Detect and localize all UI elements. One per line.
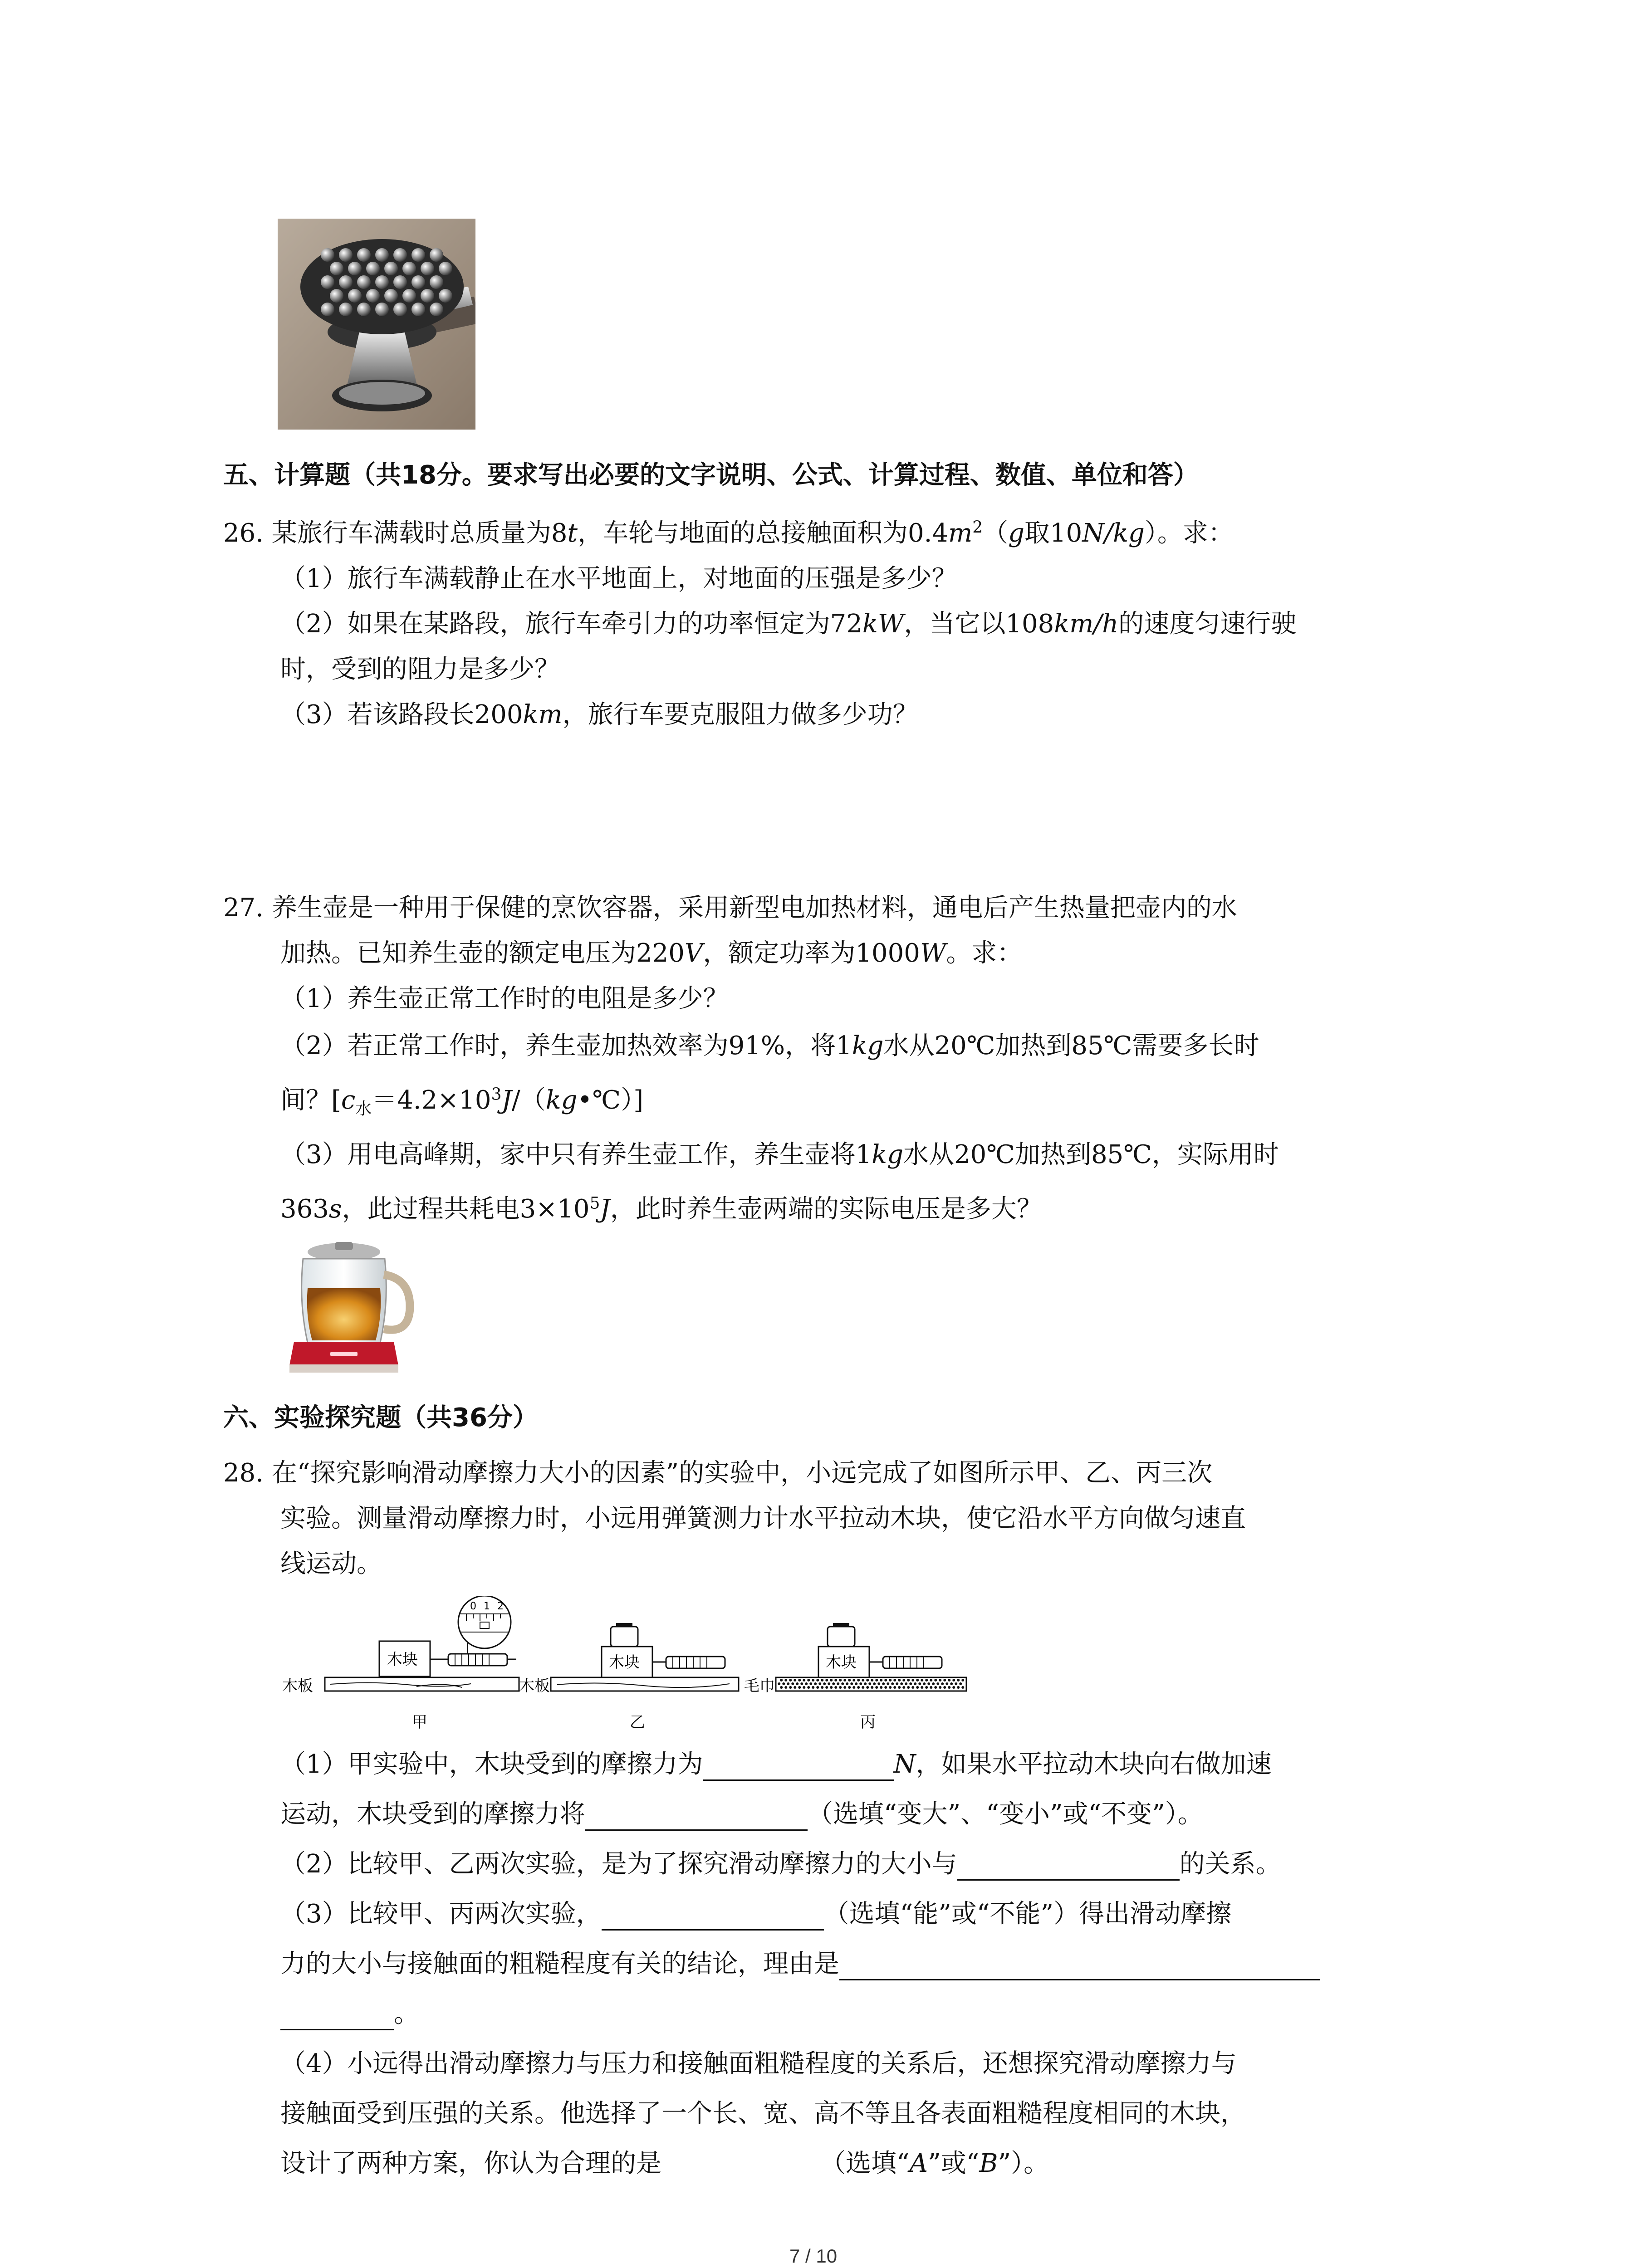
towel-texture-dot <box>925 1686 928 1689</box>
towel-texture-dot <box>778 1682 780 1685</box>
tenderizer-stud <box>330 289 343 303</box>
q26-sup: 2 <box>972 518 983 537</box>
q27-unit-kg: kg <box>545 1085 578 1115</box>
q27-unit-j: J <box>501 1085 512 1115</box>
towel-texture-dot <box>862 1686 864 1689</box>
towel-texture-dot <box>805 1682 808 1685</box>
q26-text: 的速度匀速行驶 <box>1118 609 1297 639</box>
q28-number: 28. <box>223 1458 264 1488</box>
q27-text: ，此时养生壶两端的实际电压是多大？ <box>610 1194 1042 1224</box>
towel-texture-dot <box>893 1686 896 1689</box>
q28-text: （2）比较甲、乙两次实验，是为了探究滑动摩擦力的大小与 <box>280 1849 957 1879</box>
towel-texture-dot <box>934 1686 937 1689</box>
towel-texture-dot <box>862 1679 864 1681</box>
towel-texture-dot <box>789 1686 792 1689</box>
dial-label-2: 2 <box>497 1601 504 1612</box>
q28-unit-n: N <box>893 1750 916 1779</box>
towel-texture-dot <box>939 1686 941 1689</box>
q26-text: ）。求： <box>1144 518 1234 548</box>
q27-unit-v: V <box>684 938 703 968</box>
towel-texture-dot <box>823 1682 826 1685</box>
towel-texture-dot <box>855 1682 857 1685</box>
q26-g: g <box>1008 518 1024 548</box>
q27-text: /（ <box>511 1085 546 1115</box>
q27-text: （3）用电高峰期，家中只有养生壶工作，养生壶将1 <box>280 1140 872 1169</box>
q27-sub: 水 <box>355 1100 372 1119</box>
towel-texture-dot <box>902 1679 905 1681</box>
answer-blank-5-cont[interactable] <box>280 2002 394 2030</box>
towel-texture-dot <box>923 1682 926 1685</box>
towel-texture-dot <box>839 1679 842 1681</box>
towel-texture-dot <box>893 1679 896 1681</box>
towel-texture-dot <box>852 1679 855 1681</box>
tenderizer-stud <box>339 303 353 316</box>
towel-texture-dot <box>798 1679 801 1681</box>
towel-texture-dot <box>830 1686 833 1689</box>
q28-text: 运动，木块受到的摩擦力将 <box>280 1799 585 1829</box>
towel-texture-dot <box>807 1686 810 1689</box>
tenderizer-stud <box>393 248 407 262</box>
q27-text: （2）若正常工作时，养生壶加热效率为91%，将1 <box>280 1031 852 1061</box>
towel-texture-dot <box>816 1679 819 1681</box>
page-number: 7 / 10 <box>789 2245 838 2267</box>
towel-texture-dot <box>812 1686 814 1689</box>
answer-blank-6[interactable] <box>661 2151 820 2180</box>
q26-part2-line2: 时，受到的阻力是多少？ <box>280 655 560 684</box>
towel-texture-dot <box>809 1682 812 1685</box>
tenderizer-stud <box>430 248 443 262</box>
q27-text: 。求： <box>946 938 1023 968</box>
towel-texture-dot <box>843 1686 846 1689</box>
towel-texture-dot <box>780 1679 783 1681</box>
towel-texture-dot <box>807 1679 810 1681</box>
towel-texture-dot <box>902 1686 905 1689</box>
q26-unit-t: t <box>567 518 578 548</box>
q28-text: （3）比较甲、丙两次实验， <box>280 1899 602 1929</box>
tenderizer-stud <box>330 262 343 275</box>
tenderizer-stud <box>439 262 452 275</box>
tenderizer-stud <box>348 262 362 275</box>
label-bing: 丙 <box>860 1713 876 1731</box>
towel-texture-dot <box>882 1682 885 1685</box>
towel-texture-dot <box>846 1682 848 1685</box>
q27-part2-line2 <box>280 1084 643 1117</box>
towel-texture-dot <box>864 1682 867 1685</box>
towel-texture-dot <box>930 1679 932 1681</box>
towel-texture-dot <box>948 1686 950 1689</box>
towel-texture-dot <box>830 1679 833 1681</box>
towel-texture-dot <box>852 1686 855 1689</box>
tenderizer-stud <box>321 248 334 262</box>
towel-texture-dot <box>873 1682 876 1685</box>
q27-number: 27. <box>223 893 264 923</box>
friction-experiment-figure <box>280 1596 970 1732</box>
q26-unit-kmh: km/h <box>1054 609 1119 639</box>
q28-option-a: A <box>909 2149 928 2178</box>
q27-text: 水从20℃加热到85℃需要多长时 <box>883 1031 1259 1061</box>
tenderizer-stud <box>366 289 380 303</box>
answer-blank-4[interactable] <box>602 1902 824 1931</box>
q28-text: 力的大小与接触面的粗糙程度有关的结论，理由是 <box>280 1949 839 1979</box>
label-jia: 甲 <box>412 1713 427 1731</box>
towel-texture-dot <box>952 1686 955 1689</box>
q28-text: （选填“ <box>820 2149 910 2178</box>
towel-texture-dot <box>825 1679 828 1681</box>
q26-unit-km: km <box>523 700 563 729</box>
towel-texture-dot <box>857 1686 860 1689</box>
towel-texture-dot <box>943 1679 946 1681</box>
block-label-3: 木块 <box>826 1653 857 1672</box>
towel-texture-dot <box>850 1682 853 1685</box>
towel-texture-dot <box>930 1686 932 1689</box>
towel-texture-dot <box>794 1679 796 1681</box>
towel-texture-dot <box>798 1686 801 1689</box>
towel-texture-dot <box>927 1682 930 1685</box>
towel-texture-dot <box>907 1679 910 1681</box>
tenderizer-stud <box>411 303 425 316</box>
q28-text: 。 <box>394 1999 419 2028</box>
q26-text: 某旅行车满载时总质量为8 <box>271 518 568 548</box>
tenderizer-stud <box>366 262 380 275</box>
q27-unit-w: W <box>920 938 946 968</box>
q28-text: ”或“ <box>928 2149 980 2178</box>
towel-texture-dot <box>803 1679 805 1681</box>
q27-part2-line1 <box>280 1030 1259 1062</box>
towel-texture-dot <box>875 1686 878 1689</box>
tenderizer-stud <box>339 275 353 289</box>
towel-texture-dot <box>834 1679 837 1681</box>
towel-texture-dot <box>945 1682 948 1685</box>
answer-blank-5[interactable] <box>839 1952 1320 1980</box>
q27-text: 水从20℃加热到85℃，实际用时 <box>903 1140 1279 1169</box>
section-6-heading: 六、实验探究题（共36分） <box>223 1403 538 1432</box>
towel-label: 毛巾 <box>744 1677 775 1695</box>
towel-texture-dot <box>909 1682 912 1685</box>
towel-texture-dot <box>837 1682 839 1685</box>
tenderizer-stud <box>321 303 334 316</box>
towel-texture-dot <box>939 1679 941 1681</box>
tenderizer-stud <box>393 303 407 316</box>
section-5-heading: 五、计算题（共18分。要求写出必要的文字说明、公式、计算过程、数值、单位和答） <box>223 460 1199 490</box>
towel-texture-dot <box>952 1679 955 1681</box>
towel-texture-dot <box>916 1686 919 1689</box>
meat-tenderizer-photo <box>278 219 475 430</box>
tenderizer-stud <box>357 248 371 262</box>
q28-part3-line1 <box>280 1898 1231 1931</box>
q26-number: 26. <box>223 518 264 548</box>
towel-texture-dot <box>905 1682 907 1685</box>
towel-texture-dot <box>936 1682 939 1685</box>
q26-text: 取10 <box>1024 518 1083 548</box>
q27-text: ＝4.2×10 <box>372 1085 491 1115</box>
towel-texture-dot <box>839 1686 842 1689</box>
q27-part3-line2 <box>280 1193 1042 1226</box>
towel-texture-dot <box>941 1682 944 1685</box>
q28-part2 <box>280 1848 1281 1881</box>
q27-part3-line1 <box>280 1139 1279 1171</box>
towel-texture-dot <box>789 1679 792 1681</box>
q27-line1 <box>223 892 1237 924</box>
towel-texture-dot <box>907 1686 910 1689</box>
q26-text: ，车轮与地面的总接触面积为0.4 <box>578 518 949 548</box>
tenderizer-stud <box>357 303 371 316</box>
towel-texture-dot <box>828 1682 830 1685</box>
towel-texture-dot <box>832 1682 835 1685</box>
towel-texture-dot <box>916 1679 919 1681</box>
tenderizer-stud <box>321 275 334 289</box>
q28-line1 <box>223 1457 1212 1490</box>
towel-texture-dot <box>857 1679 860 1681</box>
q26-text: ，当它以108 <box>904 609 1054 639</box>
q28-line3: 线运动。 <box>280 1549 382 1579</box>
q28-part1-line2 <box>280 1798 1203 1831</box>
answer-blank-2[interactable] <box>585 1802 808 1831</box>
tenderizer-stud <box>357 275 371 289</box>
q28-part4-line2: 接触面受到压强的关系。他选择了一个长、宽、高不等且各表面粗糙程度相同的木块， <box>280 2099 1246 2128</box>
q28-text: ，如果水平拉动木块向右做加速 <box>916 1750 1272 1779</box>
tenderizer-stud <box>439 289 452 303</box>
q28-text: （1）甲实验中，木块受到的摩擦力为 <box>280 1750 703 1779</box>
towel-texture-dot <box>791 1682 794 1685</box>
tenderizer-stud <box>393 275 407 289</box>
q28-text: 的关系。 <box>1179 1849 1281 1879</box>
towel-texture-dot <box>925 1679 928 1681</box>
q28-text: （选填“变大”、“变小”或“不变”）。 <box>808 1799 1203 1829</box>
towel-texture-dot <box>877 1682 880 1685</box>
towel-texture-dot <box>900 1682 903 1685</box>
tenderizer-stud <box>430 275 443 289</box>
towel-texture-dot <box>961 1686 964 1689</box>
towel-texture-dot <box>803 1686 805 1689</box>
q28-text: 设计了两种方案，你认为合理的是 <box>280 2149 661 2178</box>
towel-texture-dot <box>814 1682 817 1685</box>
towel-texture-dot <box>932 1682 935 1685</box>
towel-texture-dot <box>957 1679 960 1681</box>
towel-texture-dot <box>950 1682 953 1685</box>
towel-texture-dot <box>911 1686 914 1689</box>
towel-texture-dot <box>891 1682 894 1685</box>
tenderizer-stud <box>384 289 398 303</box>
towel-texture-dot <box>911 1679 914 1681</box>
dial-label-0: 0 <box>470 1601 476 1612</box>
towel-texture-dot <box>887 1682 889 1685</box>
towel-texture-dot <box>821 1686 823 1689</box>
q26-unit-m: m <box>948 518 973 548</box>
tenderizer-stud <box>375 275 389 289</box>
q26-text: （ <box>983 518 1009 548</box>
q27-text: ，额定功率为1000 <box>703 938 920 968</box>
q27-text: •℃）] <box>577 1085 644 1115</box>
q27-text: 养生壶是一种用于保健的烹饮容器，采用新型电加热材料，通电后产生热量把壶内的水 <box>271 893 1237 923</box>
q27-text: 363 <box>280 1194 329 1224</box>
towel-texture-dot <box>875 1679 878 1681</box>
towel-texture-dot <box>921 1686 923 1689</box>
towel-texture-dot <box>889 1679 892 1681</box>
q28-text: （选填“能”或“不能”）得出滑动摩擦 <box>823 1899 1232 1929</box>
towel-texture-dot <box>866 1686 869 1689</box>
towel-texture-dot <box>943 1686 946 1689</box>
towel-texture-dot <box>871 1679 873 1681</box>
tenderizer-stud <box>411 248 425 262</box>
towel-texture-dot <box>868 1682 871 1685</box>
health-pot-photo <box>280 1238 416 1379</box>
tenderizer-stud <box>402 289 416 303</box>
towel-texture-dot <box>782 1682 785 1685</box>
towel-texture-dot <box>898 1686 901 1689</box>
dial-label-1: 1 <box>484 1601 490 1612</box>
towel-texture-dot <box>866 1679 869 1681</box>
q26-stem <box>223 517 1234 550</box>
q27-unit-j: J <box>600 1194 610 1224</box>
towel-texture-dot <box>921 1679 923 1681</box>
q27-unit-kg: kg <box>852 1031 884 1061</box>
towel-texture-dot <box>859 1682 862 1685</box>
board-label-2: 木板 <box>519 1677 550 1695</box>
towel-texture-dot <box>934 1679 937 1681</box>
q28-part1-line1 <box>280 1748 1272 1781</box>
tenderizer-stud <box>430 303 443 316</box>
q26-part1: （1）旅行车满载静止在水平地面上，对地面的压强是多少？ <box>280 564 957 593</box>
towel-texture-dot <box>955 1682 957 1685</box>
towel-texture-dot <box>784 1686 787 1689</box>
towel-texture-dot <box>834 1686 837 1689</box>
q27-text: ，此过程共耗电3×10 <box>342 1194 590 1224</box>
towel-texture-dot <box>918 1682 921 1685</box>
towel-texture-dot <box>841 1682 844 1685</box>
towel-texture-dot <box>843 1679 846 1681</box>
towel-texture-dot <box>914 1682 916 1685</box>
q28-text: 在“探究影响滑动摩擦力大小的因素”的实验中，小远完成了如图所示甲、乙、丙三次 <box>271 1458 1213 1488</box>
q27-text: 间？[ <box>280 1085 341 1115</box>
towel-texture-dot <box>780 1686 783 1689</box>
tenderizer-stud <box>421 289 434 303</box>
q28-line2: 实验。测量滑动摩擦力时，小远用弹簧测力计水平拉动木块，使它沿水平方向做匀速直 <box>280 1504 1246 1533</box>
towel-texture-dot <box>796 1682 798 1685</box>
towel-texture-dot <box>784 1679 787 1681</box>
answer-blank-1[interactable] <box>703 1752 894 1781</box>
tenderizer-stud <box>339 248 353 262</box>
towel-texture-dot <box>889 1686 892 1689</box>
towel-texture-dot <box>959 1682 962 1685</box>
q27-text: 加热。已知养生壶的额定电压为220 <box>280 938 685 968</box>
towel-texture-dot <box>848 1686 851 1689</box>
towel-texture-dot <box>896 1682 898 1685</box>
q26-unit-nkg: N/kg <box>1082 518 1145 548</box>
q28-part3-line2 <box>280 1948 1320 1980</box>
towel-texture-dot <box>957 1686 960 1689</box>
tenderizer-stud <box>348 289 362 303</box>
q26-part3 <box>280 699 918 731</box>
towel-texture-dot <box>821 1679 823 1681</box>
towel-texture-dot <box>884 1686 887 1689</box>
towel-texture-dot <box>880 1686 882 1689</box>
q27-sup: 5 <box>589 1194 600 1213</box>
q27-unit-kg: kg <box>872 1140 904 1169</box>
tenderizer-stud <box>375 303 389 316</box>
tenderizer-stud <box>421 262 434 275</box>
q27-c: c <box>341 1085 356 1115</box>
towel-texture-dot <box>961 1679 964 1681</box>
towel-texture-dot <box>816 1686 819 1689</box>
label-yi: 乙 <box>630 1713 645 1731</box>
towel-texture-dot <box>880 1679 882 1681</box>
q28-part4-line1: （4）小远得出滑动摩擦力与压力和接触面粗糙程度的关系后，还想探究滑动摩擦力与 <box>280 2049 1237 2078</box>
q27-sup: 3 <box>491 1085 502 1104</box>
q27-unit-s: s <box>328 1194 342 1224</box>
towel-texture-dot <box>825 1686 828 1689</box>
towel-texture-dot <box>787 1682 789 1685</box>
towel-texture-dot <box>818 1682 821 1685</box>
q27-part1: （1）养生壶正常工作时的电阻是多少？ <box>280 984 729 1013</box>
towel-texture-dot <box>794 1686 796 1689</box>
tenderizer-stud <box>384 262 398 275</box>
q27-line2 <box>280 937 1022 970</box>
towel-texture-dot <box>884 1679 887 1681</box>
towel-texture-dot <box>812 1679 814 1681</box>
q26-text: （2）如果在某路段，旅行车牵引力的功率恒定为72 <box>280 609 862 639</box>
tenderizer-stud <box>411 275 425 289</box>
towel-texture-dot <box>898 1679 901 1681</box>
q26-part2-line1 <box>280 608 1296 640</box>
tenderizer-stud <box>375 248 389 262</box>
q26-text: （3）若该路段长200 <box>280 700 523 729</box>
q26-text: ，旅行车要克服阻力做多少功？ <box>562 700 918 729</box>
block-label-2: 木块 <box>609 1653 640 1672</box>
q28-option-b: B <box>979 2149 998 2178</box>
towel-texture-dot <box>948 1679 950 1681</box>
towel-texture-dot <box>848 1679 851 1681</box>
towel-texture-dot <box>800 1682 803 1685</box>
answer-blank-3[interactable] <box>957 1852 1180 1881</box>
q28-text: ”）。 <box>998 2149 1049 2178</box>
tenderizer-stud <box>402 262 416 275</box>
towel-texture-dot <box>871 1686 873 1689</box>
q28-part4-line3 <box>280 2147 1049 2180</box>
board-label-1: 木板 <box>282 1677 313 1695</box>
block-label-1: 木块 <box>387 1651 418 1669</box>
q26-unit-kw: kW <box>862 609 904 639</box>
q28-part3-line3 <box>280 1998 419 2030</box>
